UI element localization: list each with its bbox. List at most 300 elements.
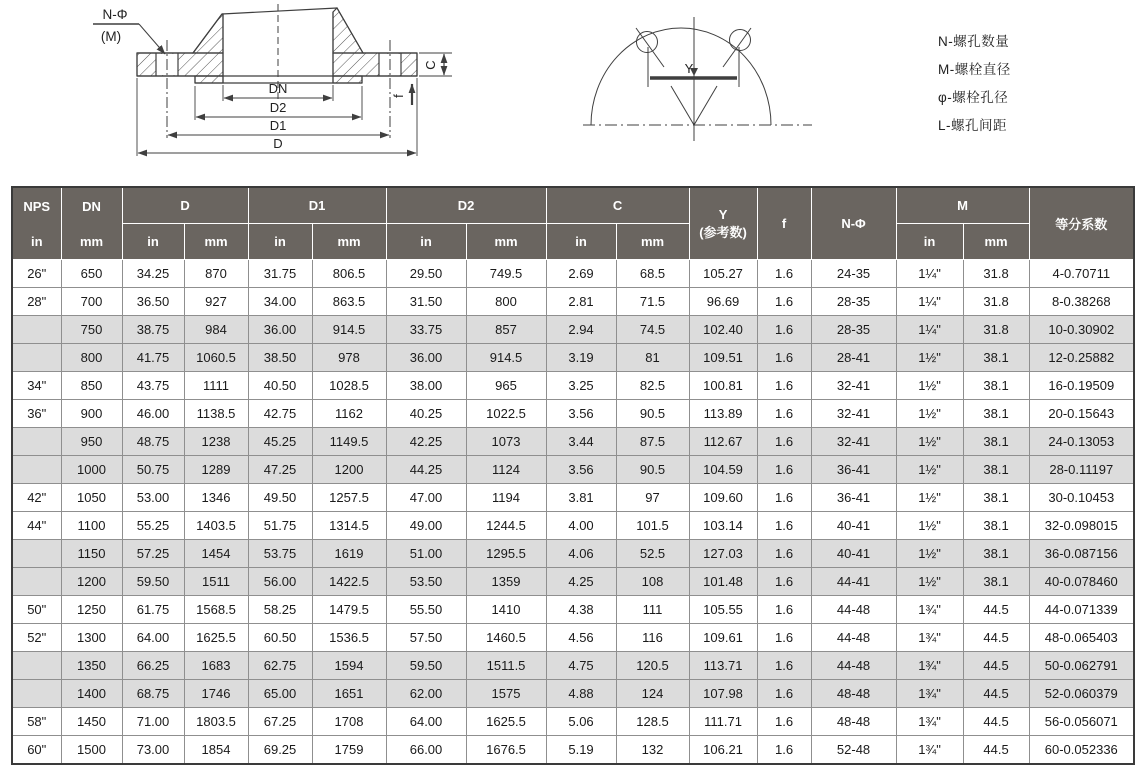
unit-header-m-in: in [896, 224, 963, 260]
unit-header-c-in: in [546, 224, 616, 260]
cell-d_in: 71.00 [122, 708, 184, 736]
table-row [12, 484, 1134, 512]
callout-leader [139, 24, 165, 54]
cell-y: 105.27 [689, 260, 757, 288]
legend-item-phi: φ-螺栓孔径 [938, 90, 1009, 105]
cell-d_mm: 1111 [184, 372, 248, 400]
cell-m_mm: 44.5 [963, 708, 1029, 736]
cell-nps: 44" [12, 512, 61, 540]
cell-y: 106.21 [689, 736, 757, 765]
cell-coef: 32-0.098015 [1029, 512, 1134, 540]
cell-d2_in: 36.00 [386, 344, 466, 372]
cell-d1_in: 38.50 [248, 344, 312, 372]
cell-dn: 1500 [61, 736, 122, 765]
col-header-y: Y (参考数) [689, 187, 757, 260]
cell-m_mm: 38.1 [963, 540, 1029, 568]
cell-d2_mm: 1244.5 [466, 512, 546, 540]
cell-y: 111.71 [689, 708, 757, 736]
cell-coef: 44-0.071339 [1029, 596, 1134, 624]
cell-m_in: 1½" [896, 372, 963, 400]
cell-d2_in: 44.25 [386, 456, 466, 484]
cell-m_mm: 44.5 [963, 596, 1029, 624]
cell-d2_mm: 1022.5 [466, 400, 546, 428]
flange-table-body [12, 260, 1134, 765]
v-line-left [671, 86, 694, 125]
cell-d2_mm: 914.5 [466, 344, 546, 372]
cell-d1_mm: 1759 [312, 736, 386, 765]
cell-n_phi: 40-41 [811, 512, 896, 540]
cell-f: 1.6 [757, 680, 811, 708]
col-header-n-phi: N-Φ [811, 187, 896, 260]
cell-y: 103.14 [689, 512, 757, 540]
cell-n_phi: 44-41 [811, 568, 896, 596]
cell-d_mm: 1568.5 [184, 596, 248, 624]
cell-nps [12, 540, 61, 568]
table-row [12, 568, 1134, 596]
cell-c_in: 5.19 [546, 736, 616, 765]
cell-nps [12, 344, 61, 372]
cell-dn: 800 [61, 344, 122, 372]
cell-d1_mm: 914.5 [312, 316, 386, 344]
cell-c_in: 3.44 [546, 428, 616, 456]
cell-c_mm: 87.5 [616, 428, 689, 456]
cell-n_phi: 48-48 [811, 680, 896, 708]
cell-d2_in: 55.50 [386, 596, 466, 624]
cell-n_phi: 32-41 [811, 400, 896, 428]
cell-d_in: 41.75 [122, 344, 184, 372]
v-line-right [694, 86, 717, 125]
cell-f: 1.6 [757, 400, 811, 428]
cell-d_mm: 1289 [184, 456, 248, 484]
dim-label-d: D [273, 136, 283, 151]
cell-d1_mm: 863.5 [312, 288, 386, 316]
cell-c_in: 4.25 [546, 568, 616, 596]
table-row [12, 344, 1134, 372]
cell-nps [12, 680, 61, 708]
col-header-d: D [122, 187, 248, 224]
cell-d2_in: 62.00 [386, 680, 466, 708]
unit-header-d1-mm: mm [312, 224, 386, 260]
cell-d_in: 73.00 [122, 736, 184, 765]
cell-nps [12, 652, 61, 680]
cell-y: 104.59 [689, 456, 757, 484]
table-row [12, 512, 1134, 540]
cell-d_mm: 1625.5 [184, 624, 248, 652]
cell-coef: 10-0.30902 [1029, 316, 1134, 344]
col-header-nps: NPS in [12, 187, 61, 260]
cell-d2_in: 64.00 [386, 708, 466, 736]
cell-dn: 1150 [61, 540, 122, 568]
cell-y: 100.81 [689, 372, 757, 400]
cell-c_mm: 90.5 [616, 400, 689, 428]
cell-c_in: 3.81 [546, 484, 616, 512]
cell-d2_in: 57.50 [386, 624, 466, 652]
cell-d1_in: 49.50 [248, 484, 312, 512]
cell-coef: 40-0.078460 [1029, 568, 1134, 596]
bolt-circle-drawing [583, 17, 812, 141]
cell-dn: 850 [61, 372, 122, 400]
cell-y: 109.51 [689, 344, 757, 372]
cell-d1_in: 69.25 [248, 736, 312, 765]
y-label: Y [684, 61, 694, 76]
dim-label-d1: D1 [269, 118, 287, 133]
dim-label-c: C [423, 60, 438, 70]
cell-nps [12, 316, 61, 344]
cell-f: 1.6 [757, 260, 811, 288]
cell-d_mm: 870 [184, 260, 248, 288]
cell-m_in: 1¾" [896, 652, 963, 680]
cell-m_mm: 38.1 [963, 428, 1029, 456]
cell-d2_mm: 857 [466, 316, 546, 344]
cell-f: 1.6 [757, 428, 811, 456]
cell-c_mm: 116 [616, 624, 689, 652]
cell-dn: 1450 [61, 708, 122, 736]
cell-dn: 700 [61, 288, 122, 316]
cell-dn: 900 [61, 400, 122, 428]
raised-face-left [195, 76, 223, 83]
cell-d1_in: 51.75 [248, 512, 312, 540]
cell-d1_mm: 1708 [312, 708, 386, 736]
cell-m_mm: 38.1 [963, 484, 1029, 512]
cell-m_in: 1¾" [896, 624, 963, 652]
cell-c_in: 3.25 [546, 372, 616, 400]
table-row [12, 288, 1134, 316]
cell-y: 109.60 [689, 484, 757, 512]
cell-m_mm: 44.5 [963, 680, 1029, 708]
flange-dimension-table [11, 186, 1135, 765]
cell-nps [12, 568, 61, 596]
cell-c_mm: 111 [616, 596, 689, 624]
cell-d_in: 34.25 [122, 260, 184, 288]
cell-m_in: 1½" [896, 568, 963, 596]
flange-plate-left [137, 53, 223, 76]
cell-d_in: 38.75 [122, 316, 184, 344]
cell-y: 96.69 [689, 288, 757, 316]
cell-d_in: 43.75 [122, 372, 184, 400]
table-row [12, 708, 1134, 736]
cell-d1_in: 40.50 [248, 372, 312, 400]
cell-n_phi: 32-41 [811, 428, 896, 456]
cell-m_mm: 31.8 [963, 260, 1029, 288]
unit-header-d2-in: in [386, 224, 466, 260]
cell-c_mm: 81 [616, 344, 689, 372]
dim-label-dn: DN [268, 81, 288, 96]
cell-c_in: 4.75 [546, 652, 616, 680]
cell-f: 1.6 [757, 288, 811, 316]
cell-nps: 60" [12, 736, 61, 765]
cell-d2_mm: 800 [466, 288, 546, 316]
cell-d_mm: 1138.5 [184, 400, 248, 428]
cell-d_mm: 927 [184, 288, 248, 316]
cell-nps: 28" [12, 288, 61, 316]
raised-face-right [333, 76, 362, 83]
cell-d1_mm: 1200 [312, 456, 386, 484]
cell-c_mm: 90.5 [616, 456, 689, 484]
cell-d2_in: 47.00 [386, 484, 466, 512]
cell-d1_in: 47.25 [248, 456, 312, 484]
legend [938, 28, 1011, 140]
unit-header-d1-in: in [248, 224, 312, 260]
cell-d2_in: 33.75 [386, 316, 466, 344]
cell-d_in: 57.25 [122, 540, 184, 568]
cell-d2_mm: 1410 [466, 596, 546, 624]
cell-n_phi: 28-35 [811, 288, 896, 316]
cell-d2_mm: 749.5 [466, 260, 546, 288]
cell-m_in: 1¼" [896, 316, 963, 344]
cell-d_mm: 1238 [184, 428, 248, 456]
cell-d1_mm: 1594 [312, 652, 386, 680]
legend-item-m: M-螺栓直径 [938, 62, 1011, 77]
cell-d2_mm: 1359 [466, 568, 546, 596]
cell-n_phi: 40-41 [811, 540, 896, 568]
cell-c_mm: 108 [616, 568, 689, 596]
col-header-c: C [546, 187, 689, 224]
cell-coef: 28-0.11197 [1029, 456, 1134, 484]
cell-c_in: 2.81 [546, 288, 616, 316]
cell-d1_in: 42.75 [248, 400, 312, 428]
cell-coef: 52-0.060379 [1029, 680, 1134, 708]
cell-d1_mm: 806.5 [312, 260, 386, 288]
table-row [12, 736, 1134, 765]
cell-dn: 1200 [61, 568, 122, 596]
cell-d_mm: 1854 [184, 736, 248, 765]
cell-d1_in: 62.75 [248, 652, 312, 680]
cell-d2_mm: 1295.5 [466, 540, 546, 568]
cell-m_in: 1¾" [896, 708, 963, 736]
cell-d2_mm: 1194 [466, 484, 546, 512]
cell-dn: 650 [61, 260, 122, 288]
cell-d1_in: 60.50 [248, 624, 312, 652]
cell-m_in: 1¼" [896, 288, 963, 316]
cell-m_mm: 31.8 [963, 288, 1029, 316]
cell-coef: 36-0.087156 [1029, 540, 1134, 568]
cell-dn: 1000 [61, 456, 122, 484]
legend-item-l: L-螺孔间距 [938, 118, 1008, 133]
cell-coef: 20-0.15643 [1029, 400, 1134, 428]
cell-n_phi: 32-41 [811, 372, 896, 400]
cell-d_in: 68.75 [122, 680, 184, 708]
cell-f: 1.6 [757, 568, 811, 596]
legend-item-n: N-螺孔数量 [938, 34, 1010, 49]
cell-d2_in: 29.50 [386, 260, 466, 288]
col-header-m: M [896, 187, 1029, 224]
table-row [12, 540, 1134, 568]
cell-nps: 42" [12, 484, 61, 512]
cell-d2_in: 66.00 [386, 736, 466, 765]
cell-d_mm: 1683 [184, 652, 248, 680]
unit-header-m-mm: mm [963, 224, 1029, 260]
cell-d_in: 36.50 [122, 288, 184, 316]
cell-dn: 1400 [61, 680, 122, 708]
cell-dn: 1100 [61, 512, 122, 540]
cell-coef: 16-0.19509 [1029, 372, 1134, 400]
cell-f: 1.6 [757, 736, 811, 765]
col-header-d1: D1 [248, 187, 386, 224]
cell-d2_in: 49.00 [386, 512, 466, 540]
cell-c_in: 3.56 [546, 400, 616, 428]
cell-d1_mm: 1479.5 [312, 596, 386, 624]
cell-c_in: 3.56 [546, 456, 616, 484]
cell-d2_in: 31.50 [386, 288, 466, 316]
cell-c_mm: 71.5 [616, 288, 689, 316]
cell-f: 1.6 [757, 624, 811, 652]
cell-d2_mm: 1511.5 [466, 652, 546, 680]
cell-d1_mm: 1422.5 [312, 568, 386, 596]
cell-nps: 36" [12, 400, 61, 428]
cell-d1_mm: 1314.5 [312, 512, 386, 540]
cell-coef: 24-0.13053 [1029, 428, 1134, 456]
cell-d1_mm: 978 [312, 344, 386, 372]
cell-c_mm: 128.5 [616, 708, 689, 736]
cell-n_phi: 36-41 [811, 484, 896, 512]
cell-nps: 26" [12, 260, 61, 288]
cell-m_in: 1¾" [896, 680, 963, 708]
cell-d_mm: 984 [184, 316, 248, 344]
cell-coef: 4-0.70711 [1029, 260, 1134, 288]
table-row [12, 624, 1134, 652]
cell-f: 1.6 [757, 596, 811, 624]
cell-d1_in: 31.75 [248, 260, 312, 288]
cell-d1_mm: 1257.5 [312, 484, 386, 512]
cell-d1_in: 67.25 [248, 708, 312, 736]
dim-label-d2: D2 [269, 100, 287, 115]
flange-section-drawing [93, 4, 452, 156]
cell-c_in: 2.94 [546, 316, 616, 344]
cell-coef: 56-0.056071 [1029, 708, 1134, 736]
cell-dn: 1250 [61, 596, 122, 624]
cell-y: 109.61 [689, 624, 757, 652]
cell-c_in: 3.19 [546, 344, 616, 372]
cell-m_in: 1½" [896, 540, 963, 568]
unit-header-d-in: in [122, 224, 184, 260]
cell-d_in: 46.00 [122, 400, 184, 428]
cell-m_in: 1¼" [896, 260, 963, 288]
cell-d2_mm: 1575 [466, 680, 546, 708]
table-header [12, 187, 1134, 260]
cell-d_in: 50.75 [122, 456, 184, 484]
cell-coef: 50-0.062791 [1029, 652, 1134, 680]
cell-d_in: 64.00 [122, 624, 184, 652]
table-row [12, 428, 1134, 456]
cell-n_phi: 28-41 [811, 344, 896, 372]
cell-m_mm: 38.1 [963, 372, 1029, 400]
cell-d_in: 61.75 [122, 596, 184, 624]
cell-d2_in: 51.00 [386, 540, 466, 568]
cell-f: 1.6 [757, 484, 811, 512]
table-row [12, 372, 1134, 400]
cell-d1_mm: 1162 [312, 400, 386, 428]
table-row [12, 316, 1134, 344]
cell-m_in: 1½" [896, 484, 963, 512]
cell-m_mm: 44.5 [963, 652, 1029, 680]
table-row [12, 652, 1134, 680]
cell-c_mm: 132 [616, 736, 689, 765]
cell-d2_in: 53.50 [386, 568, 466, 596]
cell-coef: 12-0.25882 [1029, 344, 1134, 372]
cell-c_mm: 97 [616, 484, 689, 512]
cell-c_mm: 120.5 [616, 652, 689, 680]
cell-d1_in: 45.25 [248, 428, 312, 456]
unit-header-d2-mm: mm [466, 224, 546, 260]
cell-d2_mm: 965 [466, 372, 546, 400]
cell-m_mm: 38.1 [963, 512, 1029, 540]
cell-n_phi: 48-48 [811, 708, 896, 736]
cell-nps: 34" [12, 372, 61, 400]
table-row [12, 260, 1134, 288]
cell-f: 1.6 [757, 512, 811, 540]
cell-d2_in: 38.00 [386, 372, 466, 400]
cell-m_mm: 31.8 [963, 316, 1029, 344]
cell-d_in: 53.00 [122, 484, 184, 512]
cell-d2_in: 40.25 [386, 400, 466, 428]
cell-d_mm: 1746 [184, 680, 248, 708]
cell-nps: 58" [12, 708, 61, 736]
cell-c_mm: 101.5 [616, 512, 689, 540]
cell-m_in: 1½" [896, 344, 963, 372]
cell-c_in: 5.06 [546, 708, 616, 736]
cell-n_phi: 52-48 [811, 736, 896, 765]
table-row [12, 456, 1134, 484]
cell-n_phi: 24-35 [811, 260, 896, 288]
cell-d_in: 55.25 [122, 512, 184, 540]
cell-c_mm: 52.5 [616, 540, 689, 568]
cell-f: 1.6 [757, 652, 811, 680]
cell-d2_mm: 1625.5 [466, 708, 546, 736]
unit-header-d-mm: mm [184, 224, 248, 260]
cell-m_mm: 38.1 [963, 344, 1029, 372]
cell-m_mm: 44.5 [963, 624, 1029, 652]
cell-y: 101.48 [689, 568, 757, 596]
cell-y: 107.98 [689, 680, 757, 708]
cell-c_in: 2.69 [546, 260, 616, 288]
cell-d2_mm: 1676.5 [466, 736, 546, 765]
cell-c_mm: 82.5 [616, 372, 689, 400]
cell-c_in: 4.06 [546, 540, 616, 568]
cell-n_phi: 44-48 [811, 624, 896, 652]
cell-n_phi: 44-48 [811, 652, 896, 680]
table-row [12, 680, 1134, 708]
cell-m_in: 1½" [896, 428, 963, 456]
cell-d2_mm: 1460.5 [466, 624, 546, 652]
cell-c_mm: 124 [616, 680, 689, 708]
dim-label-f: f [391, 94, 406, 98]
cell-f: 1.6 [757, 540, 811, 568]
cell-c_in: 4.88 [546, 680, 616, 708]
cell-d1_mm: 1536.5 [312, 624, 386, 652]
cell-coef: 8-0.38268 [1029, 288, 1134, 316]
callout-n-phi: N-Φ [102, 7, 128, 22]
cell-d_mm: 1454 [184, 540, 248, 568]
cell-c_mm: 74.5 [616, 316, 689, 344]
cell-y: 113.71 [689, 652, 757, 680]
cell-coef: 48-0.065403 [1029, 624, 1134, 652]
cell-n_phi: 28-35 [811, 316, 896, 344]
cell-coef: 30-0.10453 [1029, 484, 1134, 512]
cell-y: 102.40 [689, 316, 757, 344]
cell-d_mm: 1060.5 [184, 344, 248, 372]
cell-m_mm: 38.1 [963, 568, 1029, 596]
cell-nps [12, 428, 61, 456]
table-row [12, 596, 1134, 624]
cell-d1_in: 58.25 [248, 596, 312, 624]
unit-header-c-mm: mm [616, 224, 689, 260]
cell-m_in: 1½" [896, 400, 963, 428]
col-header-f: f [757, 187, 811, 260]
cell-nps: 52" [12, 624, 61, 652]
cell-y: 105.55 [689, 596, 757, 624]
cell-m_in: 1½" [896, 456, 963, 484]
cell-dn: 950 [61, 428, 122, 456]
